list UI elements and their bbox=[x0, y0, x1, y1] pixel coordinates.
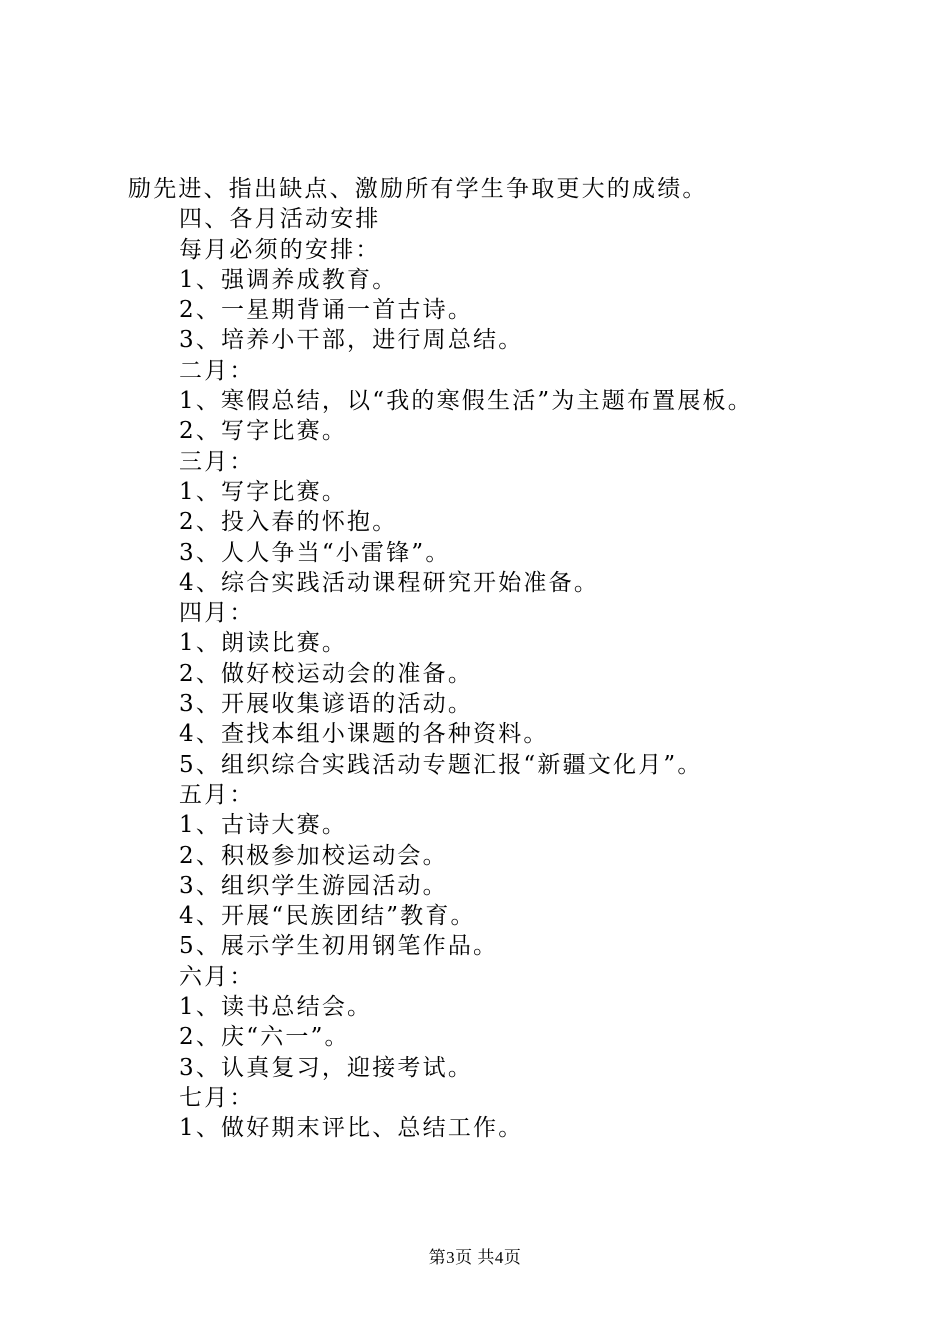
list-item: 1、古诗大赛。 bbox=[179, 812, 348, 839]
list-item: 1、寒假总结，以“我的寒假生活”为主题布置展板。 bbox=[179, 388, 753, 415]
list-item: 3、人人争当“小雷锋”。 bbox=[179, 539, 451, 566]
list-item: 1、做好期末评比、总结工作。 bbox=[179, 1115, 524, 1142]
list-item: 2、一星期背诵一首古诗。 bbox=[179, 297, 474, 324]
month-heading-april: 四月： bbox=[179, 600, 255, 627]
list-item: 1、写字比赛。 bbox=[179, 478, 348, 505]
list-item: 2、庆“六一”。 bbox=[179, 1024, 350, 1051]
list-item: 1、朗读比赛。 bbox=[179, 630, 348, 657]
list-item: 4、开展“民族团结”教育。 bbox=[179, 903, 476, 930]
section-heading: 四、各月活动安排 bbox=[179, 206, 381, 233]
month-heading-july: 七月： bbox=[179, 1084, 255, 1111]
document-body bbox=[128, 174, 828, 1144]
list-item: 3、组织学生游园活动。 bbox=[179, 872, 448, 899]
list-item: 4、查找本组小课题的各种资料。 bbox=[179, 721, 549, 748]
list-item: 1、强调养成教育。 bbox=[179, 266, 398, 293]
subheading-monthly: 每月必须的安排： bbox=[179, 236, 381, 263]
list-item: 3、开展收集谚语的活动。 bbox=[179, 691, 474, 718]
list-item: 2、投入春的怀抱。 bbox=[179, 509, 398, 536]
page-number-footer: 第3页 共4页 bbox=[428, 1248, 522, 1267]
list-item: 2、积极参加校运动会。 bbox=[179, 842, 448, 869]
list-item: 3、认真复习，迎接考试。 bbox=[179, 1054, 474, 1081]
list-item: 5、组织综合实践活动专题汇报“新疆文化月”。 bbox=[179, 751, 703, 778]
list-item: 2、写字比赛。 bbox=[179, 418, 348, 445]
month-heading-february: 二月： bbox=[179, 357, 255, 384]
paragraph-continuation: 励先进、指出缺点、激励所有学生争取更大的成绩。 bbox=[128, 176, 708, 202]
list-item: 2、做好校运动会的准备。 bbox=[179, 660, 474, 687]
list-item: 5、展示学生初用钢笔作品。 bbox=[179, 933, 499, 960]
list-item: 4、综合实践活动课程研究开始准备。 bbox=[179, 569, 600, 596]
month-heading-june: 六月： bbox=[179, 963, 255, 990]
month-heading-march: 三月： bbox=[179, 448, 255, 475]
month-heading-may: 五月： bbox=[179, 781, 255, 808]
list-item: 3、培养小干部，进行周总结。 bbox=[179, 327, 524, 354]
list-item: 1、读书总结会。 bbox=[179, 994, 373, 1021]
